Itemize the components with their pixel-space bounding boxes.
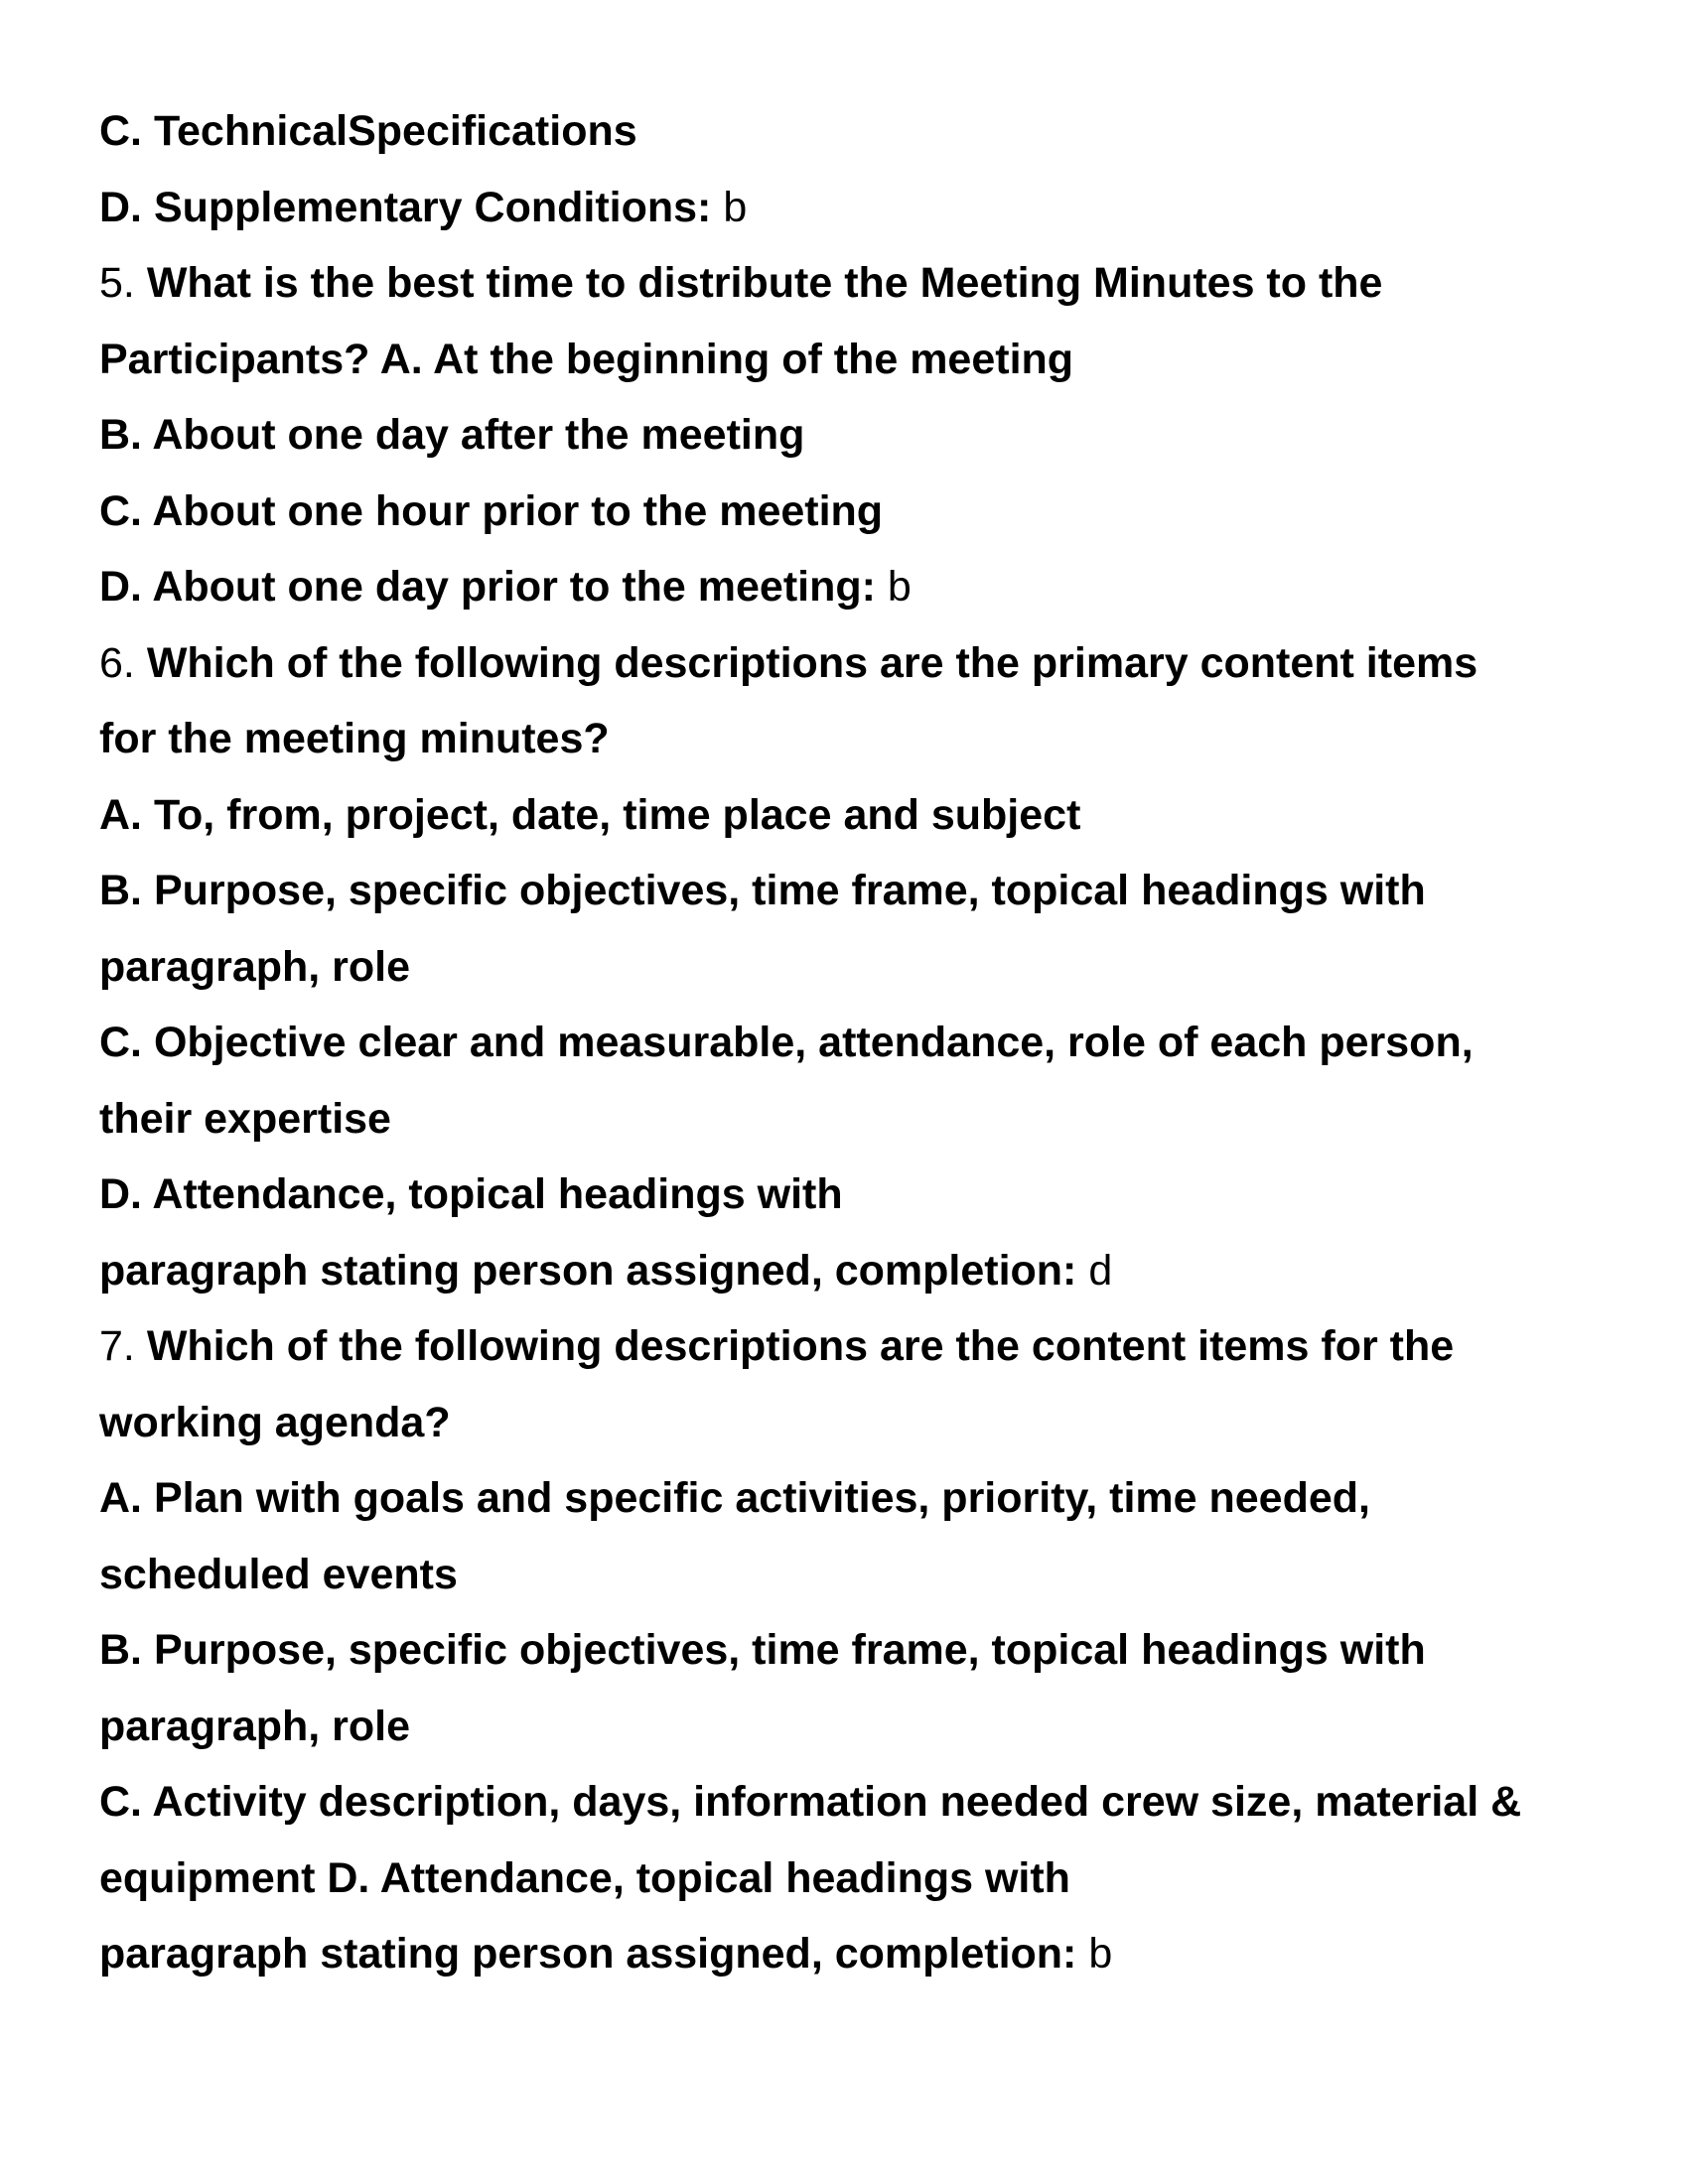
question-7-option-b-line-2: [99, 1689, 1648, 1765]
question-6-option-b-line-1: [99, 853, 1648, 929]
question-5-option-b: [99, 397, 1648, 474]
option-b-text: B. About one day after the meeting: [99, 411, 805, 459]
option-a-text: scheduled events: [99, 1550, 458, 1598]
question-7-option-a-line-1: [99, 1460, 1648, 1537]
option-b-text: B. Purpose, specific objectives, time frame, topical headings with: [99, 1626, 1426, 1674]
option-d-text: paragraph stating person assigned, completion:: [99, 1930, 1089, 1978]
question-text: Which of the following descriptions are the content items for the: [146, 1322, 1455, 1370]
question-number: 5.: [99, 259, 147, 307]
question-5-line-1: [99, 245, 1648, 322]
question-6-option-c-line-2: [99, 1081, 1648, 1158]
option-a-text: A. To, from, project, date, time place and subject: [99, 790, 1081, 839]
question-6-option-a: [99, 777, 1648, 854]
option-b-text: B. Purpose, specific objectives, time frame, topical headings with: [99, 867, 1426, 914]
question-text: Which of the following descriptions are the primary content items: [146, 638, 1478, 687]
question-5-option-d: [99, 549, 1648, 625]
question-7-line-1: [99, 1308, 1648, 1385]
option-d-text: D. Supplementary Conditions:: [99, 183, 724, 231]
question-6-line-1: [99, 625, 1648, 702]
question-text: What is the best time to distribute the Meeting Minutes to the: [146, 259, 1383, 307]
answer-text: d: [1088, 1246, 1113, 1295]
option-b-text: paragraph, role: [99, 942, 411, 991]
question-6-option-c-line-1: [99, 1005, 1648, 1081]
option-c-text: their expertise: [99, 1094, 391, 1143]
question-text: working agenda?: [99, 1398, 451, 1446]
question-5-line-2: [99, 322, 1648, 398]
answer-text: b: [887, 563, 912, 611]
question-7-option-d-line-2: [99, 1916, 1648, 1992]
option-c-text: C. TechnicalSpecifications: [99, 107, 637, 155]
document-body: [99, 93, 1648, 1992]
question-6-option-b-line-2: [99, 929, 1648, 1006]
option-c-text: C. Activity description, days, information needed crew size, material &: [99, 1778, 1522, 1826]
question-5-option-c: [99, 474, 1648, 550]
text-line-c-technical-specifications: [99, 93, 1648, 170]
answer-text: b: [1088, 1930, 1113, 1978]
answer-text: b: [723, 183, 748, 231]
question-7-line-2: [99, 1385, 1648, 1461]
question-7-option-c-line-2: [99, 1841, 1648, 1917]
option-d-text: D. About one day prior to the meeting:: [99, 563, 888, 611]
question-6-line-2: [99, 701, 1648, 777]
text-line-d-supplementary-conditions: [99, 170, 1648, 246]
option-c-text: C. About one hour prior to the meeting: [99, 486, 884, 535]
question-6-option-d-line-1: [99, 1157, 1648, 1233]
option-c-text: C. Objective clear and measurable, attendance, role of each person,: [99, 1019, 1474, 1066]
question-number: 6.: [99, 638, 147, 687]
option-a-text: A. Plan with goals and specific activities, priority, time needed,: [99, 1474, 1370, 1522]
question-text: Participants? A. At the beginning of the meeting: [99, 335, 1074, 383]
option-b-text: paragraph, role: [99, 1702, 411, 1750]
question-text: for the meeting minutes?: [99, 715, 610, 762]
question-7-option-c-line-1: [99, 1764, 1648, 1841]
option-d-text: D. Attendance, topical headings with: [99, 1170, 843, 1218]
question-number: 7.: [99, 1322, 147, 1370]
question-6-option-d-line-2: [99, 1233, 1648, 1309]
question-7-option-b-line-1: [99, 1612, 1648, 1689]
option-c-d-text: equipment D. Attendance, topical headings with: [99, 1853, 1070, 1902]
question-7-option-a-line-2: [99, 1537, 1648, 1613]
option-d-text: paragraph stating person assigned, completion:: [99, 1246, 1089, 1295]
